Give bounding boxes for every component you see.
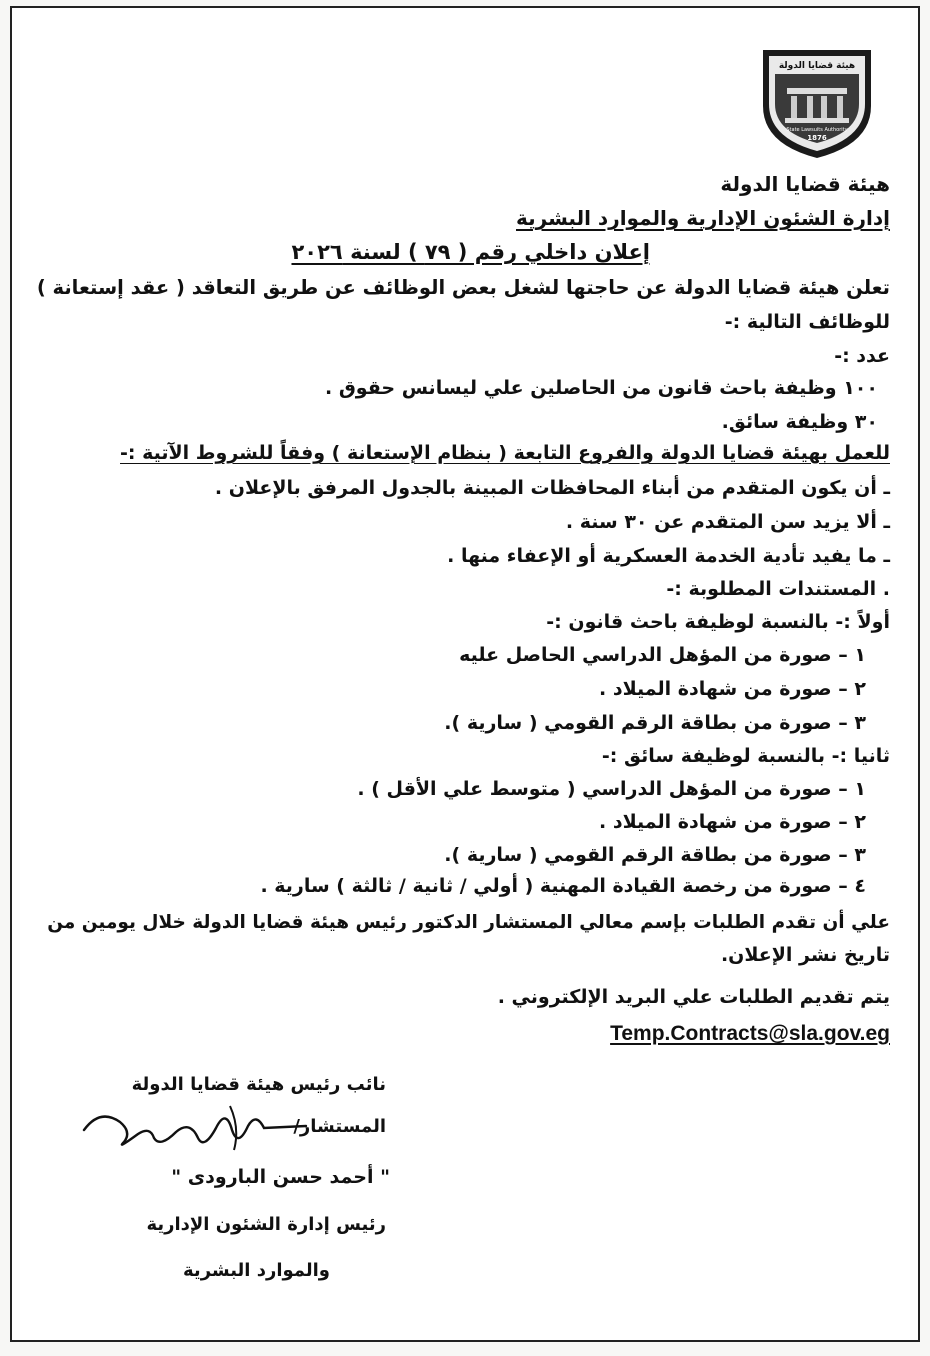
signatory-name: " أحمد حسن البارودى " [171, 1166, 390, 1188]
second-doc-item: ٣ – صورة من بطاقة الرقم القومي ( سارية ). [444, 844, 866, 866]
intro-line-1: تعلن هيئة قضايا الدولة عن حاجتها لشغل بعض الوظائف عن طريق التعاقد ( عقد إستعانة ) [36, 276, 890, 299]
logo-arabic-text: هيئة قضايا الدولة [778, 61, 856, 71]
second-doc-item: ١ – صورة من المؤهل الدراسي ( متوسط علي الأقل ) . [357, 778, 866, 800]
signature-counselor-label: المستشار/ [293, 1116, 386, 1137]
job-item-2: ٣٠ وظيفة سائق. [721, 411, 878, 433]
signatory-position-2: والموارد البشرية [183, 1260, 330, 1281]
logo-year: 1876 [807, 134, 827, 142]
department-name: إدارة الشئون الإدارية والموارد البشرية [516, 206, 890, 230]
second-doc-item: ٢ – صورة من شهادة الميلاد . [599, 811, 866, 833]
first-section-title: أولاً :- بالنسبة لوظيفة باحث قانون :- [546, 611, 890, 633]
first-doc-item: ١ – صورة من المؤهل الدراسي الحاصل عليه [459, 644, 866, 666]
conditions-title: للعمل بهيئة قضايا الدولة والفروع التابعة ( بنظام الإستعانة ) وفقاً للشروط الآتية :- [120, 442, 890, 464]
closing-line-1: علي أن تقدم الطلبات بإسم معالي المستشار الدكتور رئيس هيئة قضايا الدولة خلال يومين من [47, 912, 890, 933]
announcement-title: إعلان داخلي رقم ( ٧٩ ) لسنة ٢٠٢٦ [291, 240, 650, 264]
handwritten-signature [80, 1098, 310, 1158]
condition-1: ـ أن يكون المتقدم من أبناء المحافظات المبينة بالجدول المرفق بالإعلان . [214, 477, 890, 499]
email-note: يتم تقديم الطلبات علي البريد الإلكتروني . [497, 986, 890, 1008]
documents-title: . المستندات المطلوبة :- [666, 578, 890, 600]
announcement-page [10, 6, 920, 1342]
intro-line-2: للوظائف التالية :- [724, 311, 890, 333]
count-label: عدد :- [834, 345, 890, 367]
closing-line-2: تاريخ نشر الإعلان. [720, 944, 890, 966]
logo-english-text: State Lawsuits Authority [786, 127, 848, 133]
signature-title: نائب رئيس هيئة قضايا الدولة [131, 1074, 386, 1095]
second-doc-item: ٤ – صورة من رخصة القيادة المهنية ( أولي / ثانية / ثالثة ) سارية . [260, 875, 866, 897]
first-doc-item: ٣ – صورة من بطاقة الرقم القومي ( سارية ). [444, 712, 866, 734]
state-lawsuits-authority-logo [757, 44, 877, 162]
condition-2: ـ ألا يزيد سن المتقدم عن ٣٠ سنة . [565, 511, 890, 533]
first-doc-item: ٢ – صورة من شهادة الميلاد . [599, 678, 866, 700]
job-item-1: ١٠٠ وظيفة باحث قانون من الحاصلين علي ليسانس حقوق . [324, 377, 878, 399]
signatory-position-1: رئيس إدارة الشئون الإدارية [146, 1214, 386, 1235]
condition-3: ـ ما يفيد تأدية الخدمة العسكرية أو الإعفاء منها . [447, 545, 890, 567]
org-name: هيئة قضايا الدولة [720, 172, 890, 196]
second-section-title: ثانيا :- بالنسبة لوظيفة سائق :- [601, 745, 890, 767]
contact-email[interactable]: Temp.Contracts@sla.gov.eg [610, 1022, 890, 1045]
